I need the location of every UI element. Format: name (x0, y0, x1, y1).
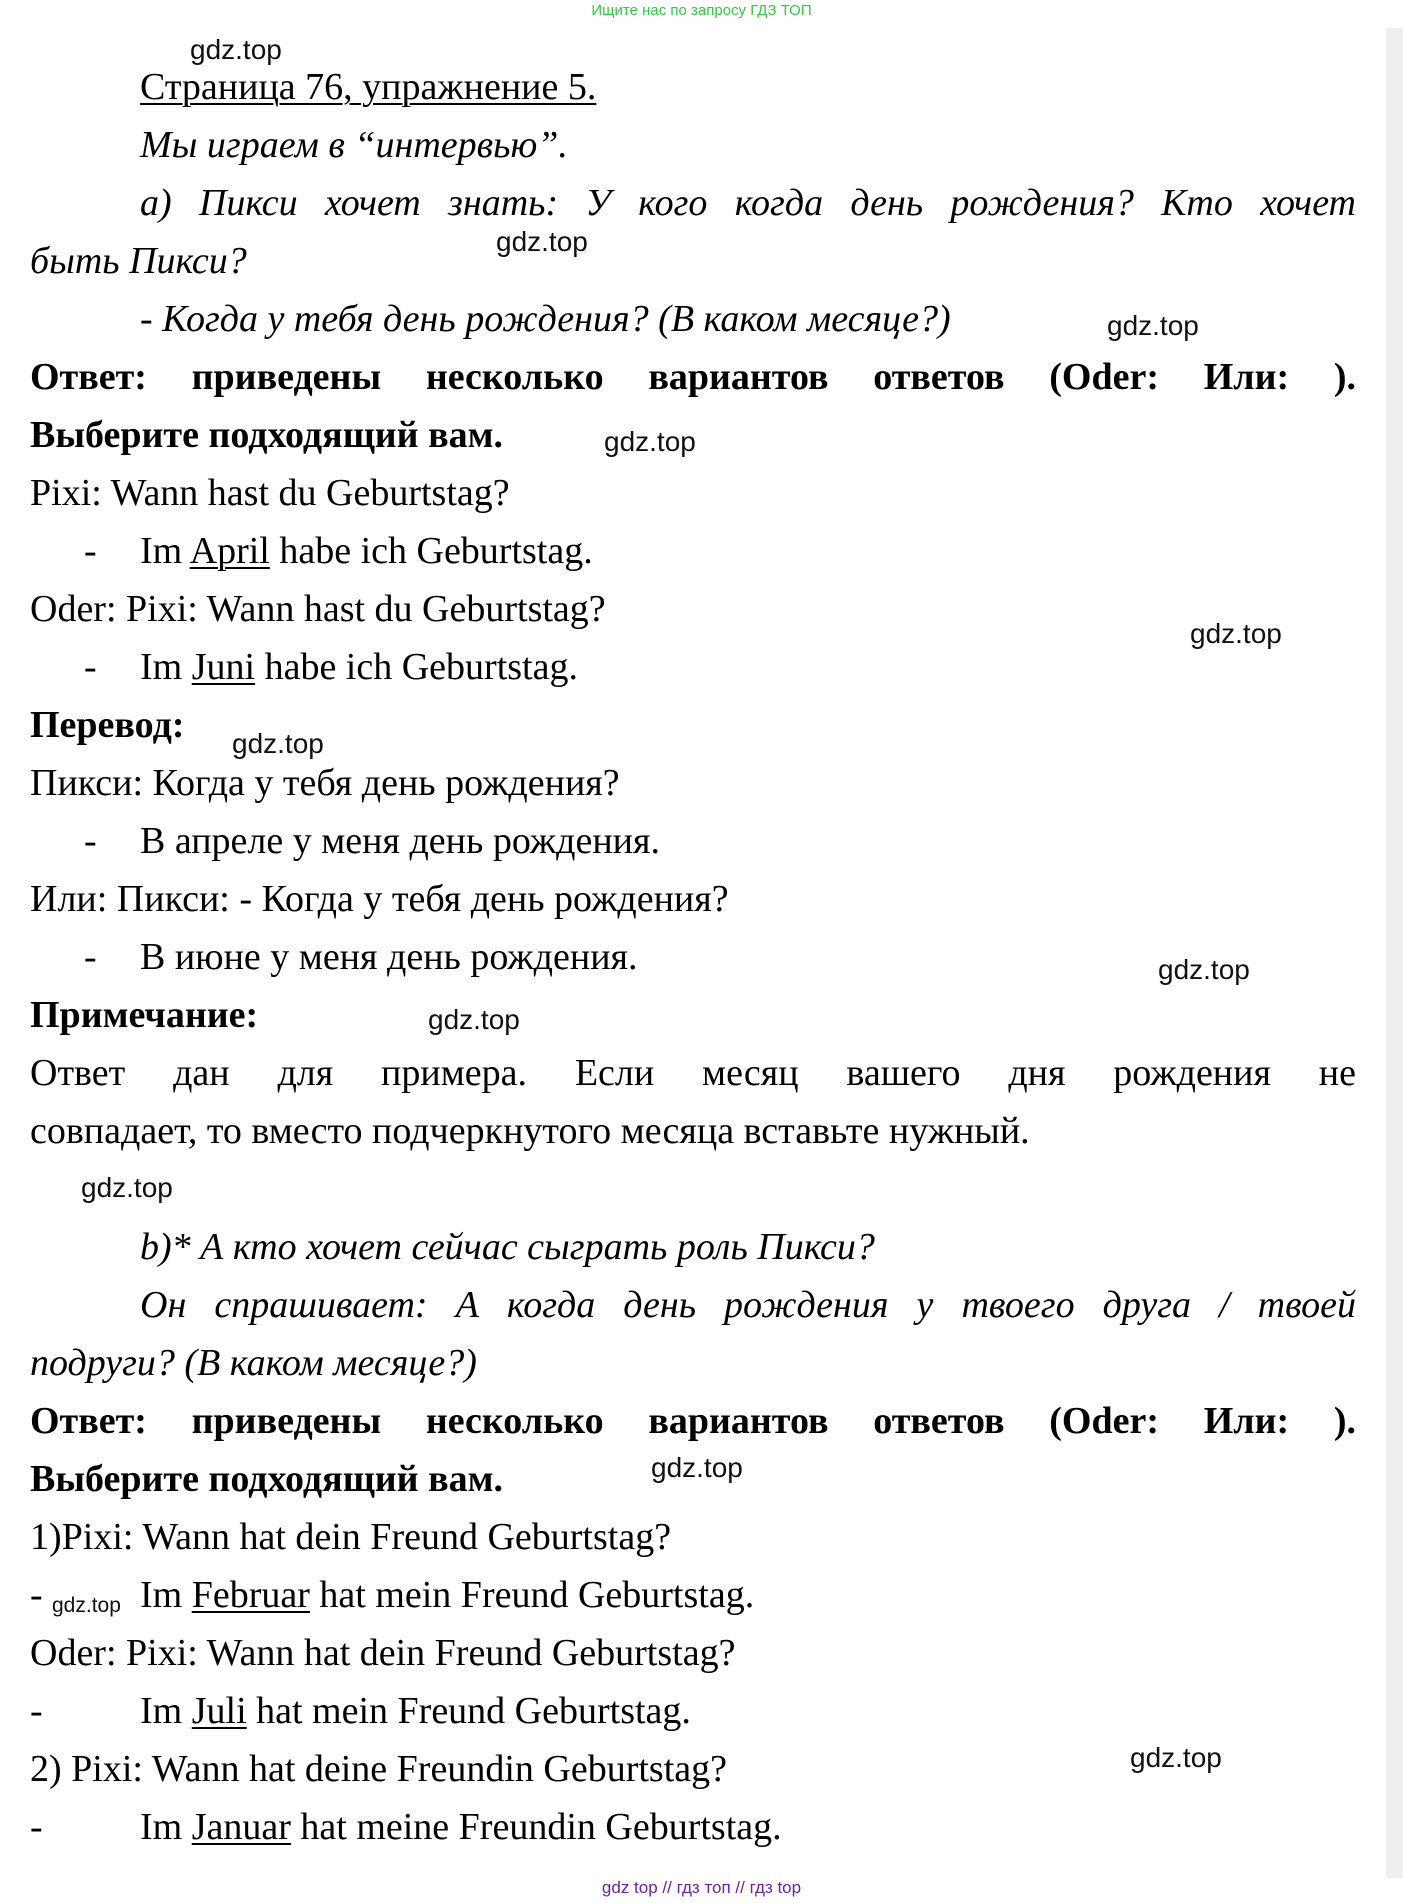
list-dash: - (84, 646, 97, 688)
task-b-line1: b)* А кто хочет сейчас сыграть роль Пикси? (140, 1226, 875, 1268)
answer-suffix: hat mein Freund Geburtstag. (246, 1690, 691, 1732)
german-answer (140, 1692, 691, 1730)
answer-suffix: hat mein Freund Geburtstag. (309, 1574, 755, 1616)
translation-question: Или: Пикси: - Когда у тебя день рождения? (30, 878, 729, 920)
note-heading: Примечание: (30, 994, 259, 1036)
month-underlined: April (189, 530, 270, 572)
task-a-line1: а) Пикси хочет знать: У кого когда день рождения? Кто хочет (140, 182, 1356, 224)
list-dash: - (30, 1574, 43, 1616)
german-answer (140, 1808, 782, 1846)
watermark: gdz.top (604, 426, 696, 457)
watermark: gdz.top (1158, 954, 1250, 985)
answer-prefix: Im (140, 646, 192, 688)
answer-note-line2: Выберите подходящий вам. (30, 414, 503, 456)
watermark: gdz.top (232, 728, 324, 759)
watermark: gdz.top (52, 1594, 121, 1617)
answer-note-line1: Ответ: приведены несколько вариантов ответов (Oder: Или: ). (30, 1400, 1356, 1442)
watermark: gdz.top (81, 1172, 173, 1203)
page-title: Страница 76, упражнение 5. (140, 66, 597, 108)
answer-prefix: Im (140, 1690, 192, 1732)
note-line2: совпадает, то вместо подчеркнутого месяца вставьте нужный. (30, 1110, 1030, 1152)
task-a-line2: быть Пикси? (30, 240, 247, 282)
answer-note-line2: Выберите подходящий вам. (30, 1458, 503, 1500)
german-question: 2) Pixi: Wann hat deine Freundin Geburtstag? (30, 1748, 727, 1790)
answer-prefix: Im (140, 1574, 192, 1616)
german-question: Oder: Pixi: Wann hat dein Freund Geburtstag? (30, 1632, 736, 1674)
watermark: gdz.top (651, 1452, 743, 1483)
answer-prefix: Im (140, 530, 190, 572)
note-line1: Ответ дан для примера. Если месяц вашего дня рождения не (30, 1052, 1356, 1094)
german-question: Pixi: Wann hast du Geburtstag? (30, 472, 510, 514)
task-b-line2: Он спрашивает: А когда день рождения у твоего друга / твоей (140, 1284, 1356, 1326)
month-underlined: Juni (191, 646, 256, 688)
task-intro: Мы играем в “интервью”. (140, 124, 568, 166)
top-banner-link[interactable]: Ищите нас по запросу ГДЗ ТОП (591, 2, 812, 19)
footer-links[interactable]: gdz top // гдз топ // гдз top (601, 1878, 802, 1897)
month-underlined: Januar (191, 1806, 291, 1848)
list-dash: - (84, 936, 97, 978)
german-question: Oder: Pixi: Wann hast du Geburtstag? (30, 588, 606, 630)
watermark: gdz.top (496, 226, 588, 257)
watermark: gdz.top (428, 1004, 520, 1035)
watermark: gdz.top (190, 34, 282, 65)
german-question: 1)Pixi: Wann hat dein Freund Geburtstag? (30, 1516, 672, 1558)
list-dash: - (84, 820, 97, 862)
translation-answer: В июне у меня день рождения. (140, 936, 638, 978)
translation-question: Пикси: Когда у тебя день рождения? (30, 762, 620, 804)
watermark: gdz.top (1107, 310, 1199, 341)
list-dash: - (84, 530, 97, 572)
list-dash: - (30, 1806, 43, 1848)
german-answer (140, 532, 593, 570)
german-answer (140, 1576, 754, 1614)
list-dash: - (30, 1690, 43, 1732)
task-b-line3: подруги? (В каком месяце?) (30, 1342, 477, 1384)
answer-prefix: Im (140, 1806, 192, 1848)
watermark: gdz.top (1190, 618, 1282, 649)
watermark: gdz.top (1130, 1742, 1222, 1773)
answer-note-line1: Ответ: приведены несколько вариантов ответов (Oder: Или: ). (30, 356, 1356, 398)
answer-suffix: habe ich Geburtstag. (255, 646, 578, 688)
task-a-question: - Когда у тебя день рождения? (В каком месяце?) (140, 298, 951, 340)
month-underlined: Juli (191, 1690, 247, 1732)
german-answer (140, 648, 578, 686)
scrollbar[interactable] (1386, 28, 1403, 1878)
answer-suffix: hat meine Freundin Geburtstag. (290, 1806, 782, 1848)
translation-heading: Перевод: (30, 704, 185, 746)
translation-answer: В апреле у меня день рождения. (140, 820, 660, 862)
answer-suffix: habe ich Geburtstag. (269, 530, 593, 572)
month-underlined: Februar (191, 1574, 310, 1616)
